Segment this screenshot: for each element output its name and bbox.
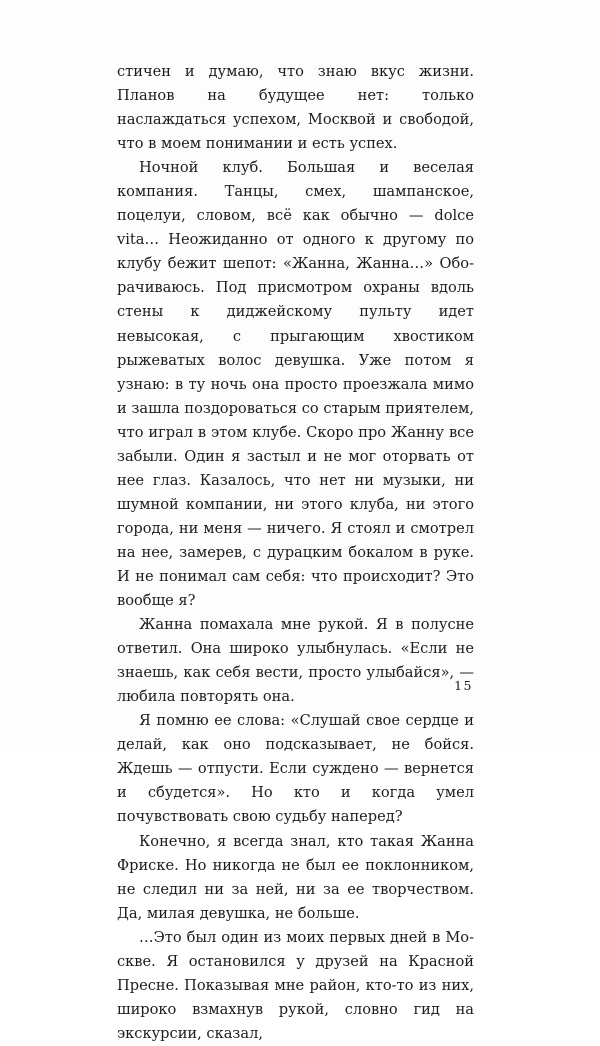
paragraph: Ночной клуб. Большая и веселая компания. Танцы, смех, шампанское, поцелуи, словом, всё как обычно — dolce vita… Неожиданно от одного к другому по клубу бежит шепот: «Жанна, Жанна…» Оборачиваюсь. Под присмотром охраны вдоль стены к диджейскому пульту идет невысокая, с прыгающим хвостиком рыжеватых волос девушка. Уже потом я узнаю: в ту ночь она просто проезжала мимо и зашла поздороваться со старым приятелем, что играл в этом клубе. Скоро про Жанну все забыли. Один я застыл и не мог оторвать от нее глаз. Казалось, что нет ни музыки, ни шумной компании, ни этого клуба, ни этого города, ни меня — ничего. Я стоял и смотрел на нее, замерев, с дурацким бокалом в руке. И не понимал сам себя: что происходит? Это вообще я? [117,159,474,610]
paragraph: Конечно, я всегда знал, кто такая Жанна Фриске. Но никогда не был ее поклонником, не следил ни за ней, ни за ее творчеством. Да, милая девушка, не больше. [117,832,474,922]
paragraph: Жанна помахала мне рукой. Я в полусне ответил. Она широко улыбнулась. «Если не знаешь, как себя вести, просто улыбайся», — любила повторять она. [117,616,474,706]
paragraph: стичен и думаю, что знаю вкус жизни. Планов на будущее нет: только наслаждаться успехом, Москвой и свободой, что в моем понимании и есть успех. [117,63,474,153]
page-number: 15 [454,678,473,693]
paragraph: …Это был один из моих первых дней в Москве. Я остановился у друзей на Красной Пресне. Показывая мне район, кто-то из них, широко взмахнув рукой, словно гид на экскурсии, сказал, [117,928,474,1042]
paragraph: Я помню ее слова: «Слушай свое сердце и делай, как оно подсказывает, не бойся. Ждешь — отпусти. Если суждено — вернется и сбудется». Но кто и когда умел почувствовать свою судьбу наперед? [117,712,474,826]
body-text [117,60,474,1046]
